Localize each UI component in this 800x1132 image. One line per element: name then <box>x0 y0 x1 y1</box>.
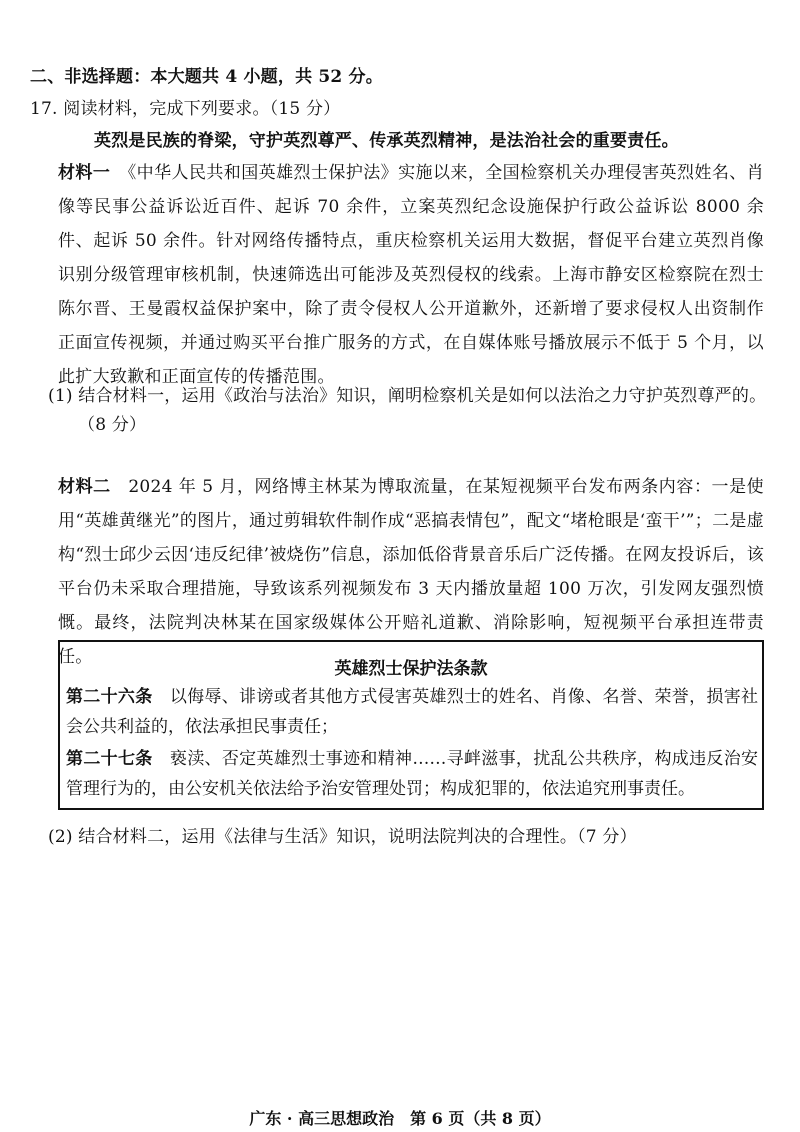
material-one <box>58 156 764 394</box>
law-excerpt-box <box>58 640 764 810</box>
sub-question-two: (2) 结合材料二，运用《法律与生活》知识，说明法院判决的合理性。（7 分） <box>48 827 637 847</box>
law-article-27 <box>66 744 758 804</box>
sub-question-one: (1) 结合材料一，运用《政治与法治》知识，阐明检察机关是如何以法治之力守护英烈尊严的。 <box>48 386 767 406</box>
question-title: 17. 阅读材料，完成下列要求。（15 分） <box>30 99 341 119</box>
material-one-text: 《中华人民共和国英雄烈士保护法》实施以来，全国检察机关办理侵害英烈姓名、肖像等民事公益诉讼近百件、起诉 70 余件，立案英烈纪念设施保护行政公益诉讼 8000 余件、起诉 50 余件。针对网络传播特点，重庆检察机关运用大数据，督促平台建立英烈肖像识别分级管理审核机制，快速筛选出可能涉及英烈侵权的线索。上海市静安区检察院在烈士陈尔晋、王曼霞权益保护案中，除了责令侵权人公开道歉外，还新增了要求侵权人出资制作正面宣传视频，并通过购买平台推广服务的方式，在自媒体账号播放展示不低于 5 个月，以此扩大致歉和正面宣传的传播范围。 <box>58 163 764 387</box>
law-box-title: 英雄烈士保护法条款 <box>334 659 488 679</box>
article-27-text: 亵渎、否定英雄烈士事迹和精神……寻衅滋事，扰乱公共秩序，构成违反治安管理行为的，由公安机关依法给予治安管理处罚；构成犯罪的，依法追究刑事责任。 <box>66 749 759 799</box>
article-27-label: 第二十七条 <box>66 749 153 769</box>
page-footer: 广东 · 高三思想政治 第 6 页（共 8 页） <box>249 1109 551 1128</box>
law-article-26 <box>66 682 758 742</box>
material-two-text: 2024 年 5 月，网络博主林某为博取流量，在某短视频平台发布两条内容：一是使用“英雄黄继光”的图片，通过剪辑软件制作成“恶搞表情包”，配文“堵枪眼是‘蛮干’”；二是虚构“烈士邱少云因‘违反纪律’被烧伤”信息，添加低俗背景音乐后广泛传播。在网友投诉后，该平台仍未采取合理措施，导致该系列视频发布 3 天内播放量超 100 万次，引发网友强烈愤慨。最终，法院判决林某在国家级媒体公开赔礼道歉、消除影响，短视频平台承担连带责任。 <box>58 477 764 667</box>
article-26-label: 第二十六条 <box>66 687 153 707</box>
question-intro: 英烈是民族的脊梁，守护英烈尊严、传承英烈精神，是法治社会的重要责任。 <box>94 131 679 151</box>
article-26-text: 以侮辱、诽谤或者其他方式侵害英雄烈士的姓名、肖像、名誉、荣誉，损害社会公共利益的，依法承担民事责任； <box>66 687 759 737</box>
sub-question-one-score: （8 分） <box>78 415 147 435</box>
section-heading: 二、非选择题：本大题共 4 小题，共 52 分。 <box>30 67 383 87</box>
material-one-label: 材料一 <box>58 163 111 183</box>
material-two-label: 材料二 <box>58 477 111 497</box>
